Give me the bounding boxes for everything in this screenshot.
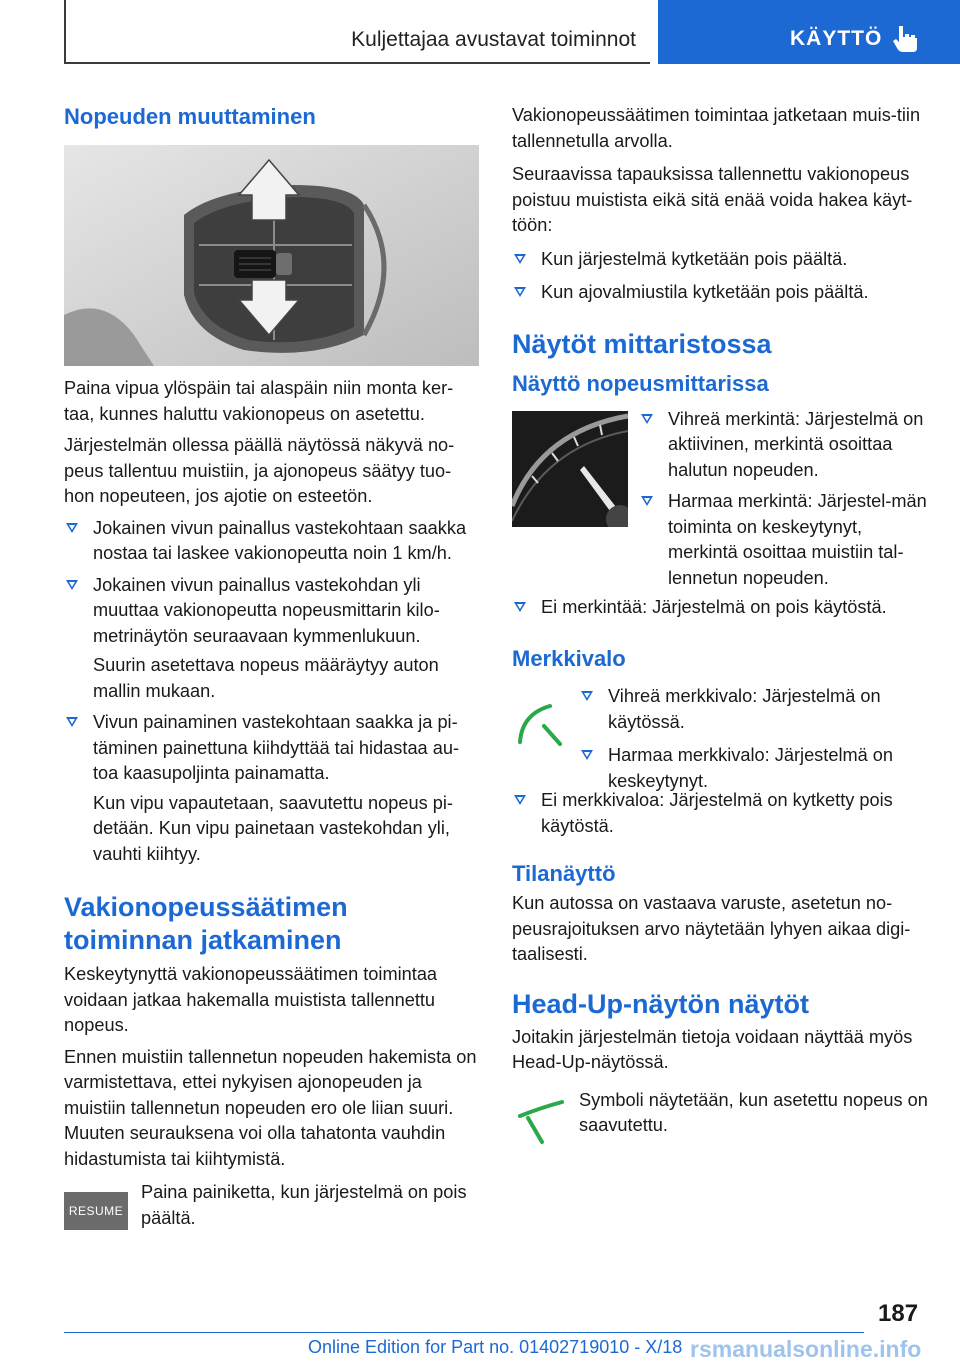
heading-resume-cruise: Vakionopeussäätimen toiminnan jatkaminen: [64, 892, 348, 955]
triangle-bullet-icon: [581, 750, 593, 760]
bullet-list: [512, 247, 930, 306]
list-item: [512, 280, 930, 306]
page-header: [0, 0, 960, 66]
list-item: [64, 516, 479, 567]
paragraph: Ennen muistiin tallennetun nopeuden hakemista on varmistettava, ettei nykyisen ajonopeuden ja muistiin tallennetun nopeuden ero ole liian suuri. Muuten seurauksena voi olla tahatonta vauhdin hidastumista tai kiihtymistä.: [64, 1046, 477, 1169]
watermark: rsmanualsonline.info: [690, 1336, 922, 1362]
heading-speedometer-display: Näyttö nopeusmittarissa: [512, 370, 769, 396]
triangle-bullet-icon: [514, 254, 526, 264]
steering-wheel-controls-image: [64, 145, 479, 366]
heading-head-up-display: Head-Up-näytön näytöt: [512, 988, 809, 1019]
list-item: [512, 788, 930, 839]
triangle-bullet-icon: [641, 414, 653, 424]
list-item-text: Harmaa merkkivalo: Järjestelmä on keskeytynyt.: [608, 745, 894, 791]
heading-change-speed: Nopeuden muuttaminen: [64, 104, 316, 129]
heading-status-display: Tilanäyttö: [512, 861, 616, 886]
list-item-text: Harmaa merkintä: Järjestel-män toiminta on keskeytynyt, merkintä osoittaa muistiin tal-lennetun nopeuden.: [668, 491, 927, 588]
paragraph: Seuraavissa tapauksissa tallennettu vakionopeus poistuu muistista eikä sitä enää voida hakea käyt-töön:: [512, 164, 913, 235]
list-item-text: Ei merkkivaloa: Järjestelmä on kytketty pois käytöstä.: [541, 790, 893, 836]
resume-button-icon: RESUME: [64, 1192, 128, 1230]
list-item-text: Jokainen vivun painallus vastekohtaan saakka nostaa tai laskee vakionopeutta noin 1 km/h.: [93, 517, 467, 563]
list-item-text: Kun järjestelmä kytketään pois päältä.: [541, 248, 848, 269]
heading-instrument-displays: Näytöt mittaristossa: [512, 328, 772, 359]
bullet-list: [512, 788, 930, 839]
bullet-list: [512, 595, 930, 621]
triangle-bullet-icon: [66, 580, 78, 590]
hand-pointer-icon: [890, 22, 920, 54]
paragraph: Järjestelmän ollessa päällä näytössä näkyvä no-peus tallentuu muistiin, ja ajonopeus säätyy tuo-hon nopeuteen, jos ajotie on esteetön.: [64, 435, 455, 506]
cruise-indicator-icon: [516, 700, 566, 750]
list-item: [512, 595, 930, 621]
header-chapter-tab: [658, 0, 960, 64]
note-text: Kun vipu vapautetaan, saavutettu nopeus pi-detään. Kun vipu painetaan vastekohdan yli, vauhti kiihtyy.: [93, 792, 453, 864]
list-item-text: Vihreä merkintä: Järjestelmä on aktiivinen, merkintä osoittaa halutun nopeuden.: [668, 408, 924, 480]
footer-divider: [64, 1332, 864, 1333]
resume-text: Paina painiketta, kun järjestelmä on pois päältä.: [141, 1182, 467, 1228]
list-item: [64, 710, 479, 787]
heading-indicator-light: Merkkivalo: [512, 646, 626, 671]
list-item-text: Kun ajovalmiustila kytketään pois päältä.: [541, 282, 869, 302]
page-number: 187: [878, 1300, 919, 1327]
list-item-text: Vihreä merkkivalo: Järjestelmä on käytössä.: [608, 686, 881, 732]
list-item: [579, 743, 930, 794]
header-section: [64, 0, 650, 64]
speedometer-section: [512, 407, 930, 607]
triangle-bullet-icon: [514, 795, 526, 805]
list-item-text: Jokainen vivun painallus vastekohdan yli muuttaa vakionopeutta nopeusmittarin kilo-metrinäytön seuraavaan kymmenlukuun.: [93, 574, 440, 646]
paragraph: Paina vipua ylöspäin tai alaspäin niin monta ker-taa, kunnes haluttu vakionopeus on asetettu.: [64, 378, 454, 424]
bullet-list: [579, 684, 930, 794]
bullet-list: [64, 710, 479, 787]
hud-text: Symboli näytetään, kun asetettu nopeus on saavutettu.: [579, 1089, 928, 1135]
triangle-bullet-icon: [66, 717, 78, 727]
list-item: [639, 407, 930, 484]
paragraph: Kun autossa on vastaava varuste, asetetun no-peusrajoituksen arvo näytetään lyhyen aikaa digi-taalisesti.: [512, 893, 911, 964]
bullet-list: [639, 407, 930, 592]
triangle-bullet-icon: [514, 602, 526, 612]
right-column: [512, 96, 930, 1148]
bullet-list: [64, 516, 479, 650]
list-item: [512, 247, 930, 273]
hud-section: [512, 1088, 930, 1148]
paragraph: Vakionopeussäätimen toimintaa jatketaan muis-tiin tallennetulla arvolla.: [512, 105, 921, 151]
speedometer-image: [512, 411, 628, 527]
header-section-title: Kuljettajaa avustavat toiminnot: [351, 28, 636, 51]
paragraph: Keskeytynyttä vakionopeussäätimen toimintaa voidaan jatkaa hakemalla muistista tallennettu nopeus.: [64, 964, 438, 1035]
header-chapter-title: KÄYTTÖ: [790, 27, 883, 50]
note-text: Suurin asetettava nopeus määräytyy auton mallin mukaan.: [93, 655, 439, 701]
hud-cruise-symbol-icon: [516, 1098, 566, 1148]
triangle-bullet-icon: [66, 523, 78, 533]
triangle-bullet-icon: [581, 691, 593, 701]
list-item: [639, 489, 930, 591]
list-item-text: Ei merkintää: Järjestelmä on pois käytöstä.: [541, 596, 887, 617]
list-item: [64, 573, 479, 650]
triangle-bullet-icon: [514, 287, 526, 297]
triangle-bullet-icon: [641, 496, 653, 506]
list-item: [579, 684, 930, 735]
edition-info: Online Edition for Part no. 01402719010 - X/18: [308, 1337, 683, 1357]
indicator-section: [512, 684, 930, 791]
resume-instruction: [64, 1180, 479, 1236]
left-column: [64, 96, 479, 1236]
paragraph: Joitakin järjestelmän tietoja voidaan näyttää myös Head-Up-näytössä.: [512, 1026, 913, 1072]
list-item-text: Vivun painaminen vastekohtaan saakka ja pi-täminen painettuna kiihdyttää tai hidastaa au-toa kaasupoljinta painamatta.: [93, 712, 460, 783]
